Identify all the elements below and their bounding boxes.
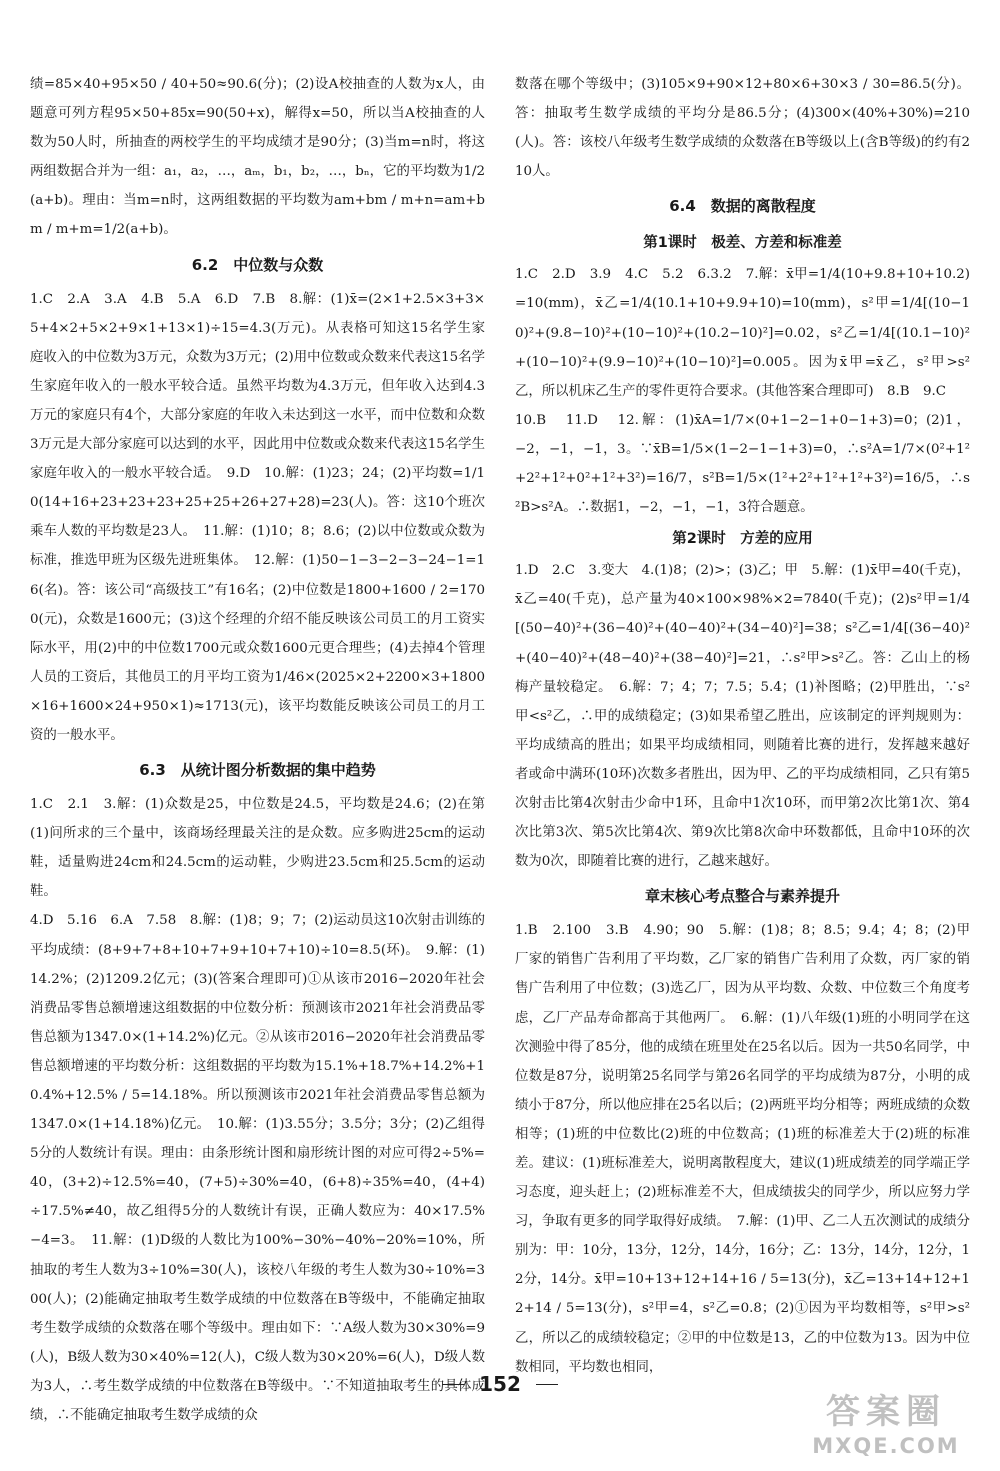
right-column [515,70,970,1382]
section-title: 章末核心考点整合与素养提升 [644,887,840,906]
section-title: 6.2 中位数与众数 [191,255,324,274]
section-title: 6.4 数据的离散程度 [669,197,816,216]
lesson-title: 第2课时 方差的应用 [672,531,813,548]
watermark-text-bottom: MXQE.COM [812,1434,960,1458]
answer-paragraph: 1.D 2.C 3.变大 4.(1)8；(2)>；(3)乙；甲 5.解：(1)x̄甲=40(千克)，x̄乙=40(千克)，总产量为40×100×98%×2=7840(千克)；(2)s²甲=1/4[(50−40)²+(36−40)²+(40−40)²+(34−40)²]=38；s²乙=1/4[(36−40)²+(40−40)²+(48−40)²+(38−40)²]=21，∴s²甲>s²乙。答：乙山上的杨梅产量较稳定。 6.解：7；4；7；7.5；5.4；(1)补图略；(2)甲胜出，∵s²甲<s²乙，∴甲的成绩稳定；(3)如果希望乙胜出，应该制定的评判规则为：平均成绩高的胜出；如果平均成绩相同，则随着比赛的进行，发挥越来越好者或命中满环(10环)次数多者胜出，因为甲、乙的平均成绩相同，乙只有第5次射击比第4次射击少命中1环，且命中1次10环，而甲第2次比第1次、第4次比第3次、第5次比第4次、第9次比第8次命中环数都低，且命中10环的次数为0次，即随着比赛的进行，乙越来越好。 [515,563,970,870]
section-title: 6.3 从统计图分析数据的集中趋势 [139,761,376,780]
answer-paragraph: 1.B 2.100 3.B 4.90；90 5.解：(1)8；8；8.5；9.4；4；8；(2)甲厂家的销售广告利用了平均数，乙厂家的销售广告利用了众数，丙厂家的销售广告利用了中位数；(3)选乙厂，因为从平均数、众数、中位数三个角度考虑，乙厂产品寿命都高于其他两厂。 6.解：(1)八年级(1)班的小明同学在这次测验中得了85分，他的成绩在班里处在25名以后。因为一共50名同学，中位数是87分，说明第25名同学与第26名同学的平均成绩为87分，小明的成绩小于87分，所以他应排在25名以后；(2)两班平均分相等；两班成绩的众数相等；(1)班的中位数比(2)班的中位数高；(1)班的标准差大于(2)班的标准差。建议：(1)班标准差大，说明离散程度大，建议(1)班成绩差的同学端正学习态度，迎头赶上；(2)班标准差不大，但成绩拔尖的同学少，所以应努力学习，争取有更多的同学取得好成绩。 7.解：(1)甲、乙二人五次测试的成绩分别为：甲：10分，13分，12分，14分，16分；乙：13分，14分，12分，12分，14分。x̄甲=10+13+12+14+16 / 5=13(分)，x̄乙=13+14+12+12+14 / 5=13(分)，s²甲=4，s²乙=0.8；(2)①因为平均数相等，s²甲>s²乙，所以乙的成绩较稳定；②甲的中位数是13，乙的中位数为13。因为中位数相同，平均数也相同， [515,923,970,1375]
answer-paragraph: 数落在哪个等级中；(3)105×9+90×12+80×6+30×3 / 30=86.5(分)。答：抽取考生数学成绩的平均分是86.5分；(4)300×(40%+30%)=210(人)。答：该校八年级考生数学成绩的众数落在B等级以上(含B等级)的约有210人。 [515,77,970,180]
lesson-title: 第1课时 极差、方差和标准差 [643,235,842,252]
left-column [30,70,485,1430]
answer-paragraph: 绩=85×40+95×50 / 40+50≈90.6(分)；(2)设A校抽查的人数为x人，由题意可列方程95×50+85x=90(50+x)，解得x=50，所以当A校抽查的人数为50人时，所抽查的两校学生的平均成绩才是90分；(3)当m=n时，将这两组数据合并为一组：a₁，a₂，…，aₘ，b₁，b₂，…，bₙ，它的平均数为1/2(a+b)。理由：当m=n时，这两组数据的平均数为am+bm / m+n=am+bm / m+m=1/2(a+b)。 [30,77,485,238]
watermark-logo [786,1392,986,1466]
page-number: 152 [479,1372,521,1396]
answer-paragraph: 1.C 2.1 3.解：(1)众数是25，中位数是24.5，平均数是24.6；(2)在第(1)问所求的三个量中，该商场经理最关注的是众数。应多购进25cm的运动鞋，适量购进24cm和24.5cm的运动鞋，少购进23.5cm和25.5cm的运动鞋。 4.D 5.16 6.A 7.58 8.解：(1)8；9；7；(2)运动员这10次射击训练的平均成绩：(8+9+7+8+10+7+9+10+7+10)÷10=8.5(环)。 9.解：(1)14.2%；(2)1209.2亿元；(3)(答案合理即可)①从该市2016−2020年社会消费品零售总额增速这组数据的中位数分析：预测该市2021年社会消费品零售总额为1347.0×(1+14.2%)亿元。②从该市2016−2020年社会消费品零售总额增速的平均数分析：这组数据的平均数为15.1%+18.7%+14.2%+10.4%+12.5% / 5=14.18%。所以预测该市2021年社会消费品零售总额为1347.0×(1+14.18%)亿元。 10.解：(1)3.55分；3.5分；3分；(2)乙组得5分的人数统计有误。理由：由条形统计图和扇形统计图的对应可得2÷5%=40，(3+2)÷12.5%=40，(7+5)÷30%=40，(6+8)÷35%=40，(4+4)÷17.5%≠40，故乙组得5分的人数统计有误，正确人数应为：40×17.5%−4=3。 11.解：(1)D级的人数比为100%−30%−40%−20%=10%，所抽取的考生人数为3÷10%=30(人)，该校八年级的考生人数为30÷10%=300(人)；(2)能确定抽取考生数学成绩的中位数落在B等级中，不能确定抽取考生数学成绩的众数落在哪个等级中。理由如下：∵A级人数为30×30%=9(人)，B级人数为30×40%=12(人)，C级人数为30×20%=6(人)，D级人数为3人，∴考生数学成绩的中位数落在B等级中。∵不知道抽取考生的具体成绩，∴不能确定抽取考生数学成绩的众 [30,797,485,1424]
footer-dash-right [536,1384,558,1385]
footer-dash-left [442,1384,464,1385]
watermark-text-top: 答案圈 [826,1392,946,1432]
answer-paragraph: 1.C 2.A 3.A 4.B 5.A 6.D 7.B 8.解：(1)x̄=(2×1+2.5×3+3×5+4×2+5×2+9×1+13×1)÷15=4.3(万元)。从表格可知这15名学生家庭收入的中位数为3万元，众数为3万元；(2)用中位数或众数来代表这15名学生家庭年收入的一般水平较合适。虽然平均数为4.3万元，但年收入达到4.3万元的家庭只有4个，大部分家庭的年收入未达到这一水平，而中位数和众数3万元是大部分家庭可以达到的水平，因此用中位数或众数来代表这15名学生家庭年收入的一般水平较合适。 9.D 10.解：(1)23；24；(2)平均数=1/10(14+16+23+23+23+25+25+26+27+28)=23(人)。答：这10个班次乘车人数的平均数是23人。 11.解：(1)10；8；8.6；(2)以中位数或众数为标准，推选甲班为区级先进班集体。 12.解：(1)50−1−3−2−3−24−1=16(名)。答：该公司“高级技工”有16名；(2)中位数是1800+1600 / 2=1700(元)，众数是1600元；(3)这个经理的介绍不能反映该公司员工的月工资实际水平，用(2)中的中位数1700元或众数1600元更合理些；(4)去掉4个管理人员的工资后，其他员工的月平均工资为1/46×(2025×2+2200×3+1800×16+1600×24+950×1)≈1713(元)，该平均数能反映该公司员工的月工资的一般水平。 [30,291,485,743]
answer-paragraph: 1.C 2.D 3.9 4.C 5.2 6.3.2 7.解：x̄甲=1/4(10+9.8+10+10.2)=10(mm)，x̄乙=1/4(10.1+10+9.9+10)=10(mm)，s²甲=1/4[(10−10)²+(9.8−10)²+(10−10)²+(10.2−10)²]=0.02，s²乙=1/4[(10.1−10)²+(10−10)²+(9.9−10)²+(10−10)²]=0.005。因为x̄甲=x̄乙，s²甲>s²乙，所以机床乙生产的零件更符合要求。(其他答案合理即可) 8.B 9.C 10.B 11.D 12.解：(1)x̄A=1/7×(0+1−2−1+0−1+3)=0；(2)1，−2，−1，−1，3。∵x̄B=1/5×(1−2−1−1+3)=0，∴s²A=1/7×(0²+1²+2²+1²+0²+1²+3²)=16/7，s²B=1/5×(1²+2²+1²+1²+3²)=16/5，∴s²B>s²A。∴数据1，−2，−1，−1，3符合题意。 [515,267,970,516]
